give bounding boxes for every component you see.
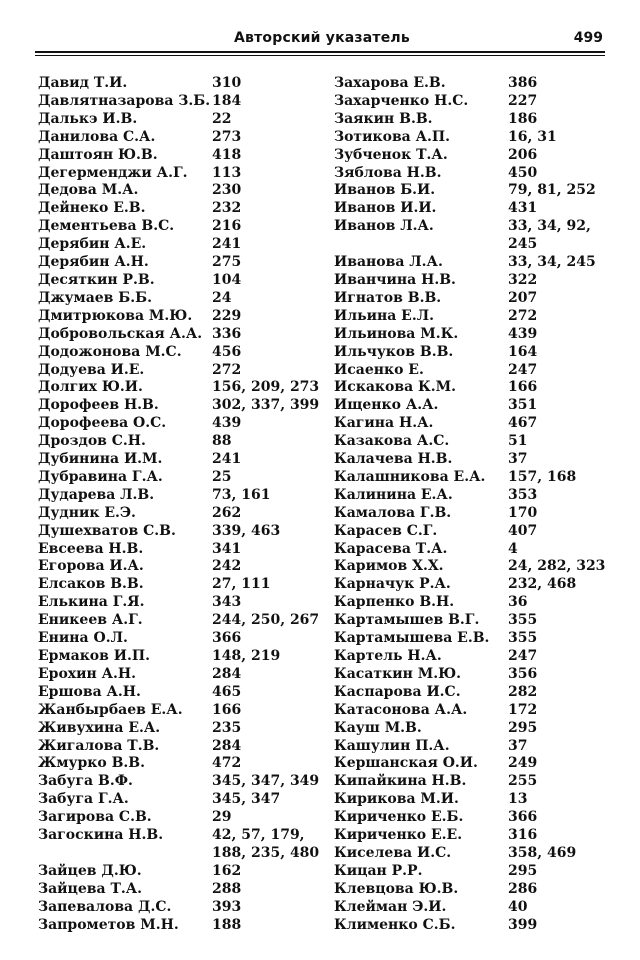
author-name: Карпенко В.Н. [334, 594, 455, 611]
page-references: 73, 161 [212, 486, 271, 503]
author-name: Еникеев А.Г. [38, 612, 143, 629]
author-name: Захарченко Н.С. [334, 92, 469, 109]
index-entry [334, 863, 624, 881]
index-entry [334, 505, 624, 523]
page-references: 465 [212, 683, 242, 700]
author-name: Дударева Л.В. [38, 486, 155, 503]
index-column-right [334, 75, 624, 935]
index-entry [334, 451, 624, 469]
page-references: 104 [212, 271, 242, 288]
index-entry [38, 881, 328, 899]
index-entry [38, 451, 328, 469]
author-name: Елсаков В.В. [38, 576, 144, 593]
index-entry [38, 594, 328, 612]
index-entry [38, 917, 328, 935]
index-entry [334, 182, 624, 200]
author-name: Касаткин М.Ю. [334, 665, 461, 682]
index-entry [334, 576, 624, 594]
index-entry [38, 630, 328, 648]
index-entry [334, 75, 624, 93]
page-references: 244, 250, 267 [212, 612, 320, 629]
page-references: 16, 31 [508, 128, 557, 145]
index-entry [38, 863, 328, 881]
page-references: 439 [212, 415, 242, 432]
author-name: Ильинова М.К. [334, 325, 459, 342]
page-references: 241 [212, 236, 242, 253]
author-name: Жанбырбаев Е.А. [38, 701, 183, 718]
page-references: 25 [212, 468, 232, 485]
page-references: 166 [508, 379, 538, 396]
index-entry [38, 558, 328, 576]
index-entry [38, 397, 328, 415]
author-name: Иванов И.И. [334, 200, 437, 217]
page-references: 366 [508, 809, 538, 826]
page-references: 262 [212, 504, 242, 521]
index-entry [334, 809, 624, 827]
index-entry [38, 326, 328, 344]
author-name: Захарова Е.В. [334, 75, 446, 91]
page-references: 284 [212, 665, 242, 682]
author-name: Кашулин П.А. [334, 737, 450, 754]
index-entry [38, 111, 328, 129]
index-entry [38, 236, 328, 254]
page-references: 275 [212, 254, 242, 271]
index-entry [334, 487, 624, 505]
page-references: 24 [212, 289, 232, 306]
index-entry [334, 111, 624, 129]
index-entry [334, 218, 624, 254]
author-name: Исаенко Е. [334, 361, 424, 378]
header-rule-thin [35, 55, 605, 56]
page-references: 188 [212, 916, 242, 933]
index-entry [38, 344, 328, 362]
author-name: Джумаев Б.Б. [38, 289, 152, 306]
page-references: 399 [508, 916, 538, 933]
author-name: Кирикова М.И. [334, 791, 459, 808]
index-entry [334, 720, 624, 738]
author-name: Давид Т.И. [38, 75, 128, 91]
author-name: Карасев С.Г. [334, 522, 438, 539]
page-references: 272 [508, 307, 538, 324]
page-references: 249 [508, 755, 538, 772]
index-entry [38, 254, 328, 272]
page-references: 186 [508, 110, 538, 127]
index-entry [334, 326, 624, 344]
index-entry [334, 612, 624, 630]
page-references: 172 [508, 701, 538, 718]
author-name: Далькэ И.В. [38, 110, 138, 127]
author-name: Иванова Л.А. [334, 254, 443, 271]
index-entry [334, 827, 624, 845]
author-name: Зяблова Н.В. [334, 164, 442, 181]
index-entry [38, 147, 328, 165]
author-name: Зубченок Т.А. [334, 146, 448, 163]
author-name: Казакова А.С. [334, 433, 450, 450]
author-name: Катасонова А.А. [334, 701, 468, 718]
author-name: Калашникова Е.А. [334, 468, 486, 485]
author-name: Добровольская А.А. [38, 325, 203, 342]
author-name: Карначук Р.А. [334, 576, 451, 593]
index-entry [38, 791, 328, 809]
page-references: 351 [508, 397, 538, 414]
author-name: Кауш М.В. [334, 719, 422, 736]
page-references: 206 [508, 146, 538, 163]
page-references: 355 [508, 630, 538, 647]
author-name: Киселева И.С. [334, 844, 452, 861]
author-name: Искакова К.М. [334, 379, 457, 396]
index-entry [38, 182, 328, 200]
page-references: 439 [508, 325, 538, 342]
index-entry [334, 845, 624, 863]
page-references: 247 [508, 361, 538, 378]
page-references: 232, 468 [508, 576, 577, 593]
page-references: 166 [212, 701, 242, 718]
author-name: Елькина Г.Я. [38, 594, 145, 611]
page-references: 431 [508, 200, 538, 217]
page-references: 450 [508, 164, 538, 181]
index-entry [334, 397, 624, 415]
page-references: 164 [508, 343, 538, 360]
author-name: Кипайкина Н.В. [334, 773, 467, 790]
page-references: 302, 337, 399 [212, 397, 320, 414]
page-references: 295 [508, 719, 538, 736]
author-name: Дерябин А.Е. [38, 236, 147, 253]
page-references: 295 [508, 862, 538, 879]
page-references: 13 [508, 791, 528, 808]
author-name: Додожонова М.С. [38, 343, 182, 360]
author-name: Душехватов С.В. [38, 522, 176, 539]
author-name: Кицан Р.Р. [334, 862, 423, 879]
page-references: 4 [508, 540, 518, 557]
author-name: Дубравина Г.А. [38, 468, 163, 485]
index-entry [38, 218, 328, 236]
index-entry [334, 630, 624, 648]
page-references: 88 [212, 433, 232, 450]
index-entry [334, 684, 624, 702]
page-references: 227 [508, 92, 538, 109]
index-entry [38, 487, 328, 505]
index-entry [334, 433, 624, 451]
index-entry [38, 899, 328, 917]
author-name: Загоскина Н.В. [38, 827, 164, 844]
author-name: Давлятназарова З.Б. [38, 92, 211, 109]
index-entry [334, 129, 624, 147]
page-references: 339, 463 [212, 522, 281, 539]
author-name: Каримов Х.Х. [334, 558, 444, 575]
index-entry [38, 702, 328, 720]
page-references: 230 [212, 182, 242, 199]
author-name: Забуга В.Ф. [38, 773, 133, 790]
index-entry [38, 272, 328, 290]
index-entry [38, 666, 328, 684]
index-entry [334, 541, 624, 559]
page-references: 356 [508, 665, 538, 682]
index-entry [334, 308, 624, 326]
author-name: Дроздов С.Н. [38, 433, 146, 450]
index-entry [38, 738, 328, 756]
page-references: 22 [212, 110, 232, 127]
index-entry [334, 379, 624, 397]
author-name: Загирова С.В. [38, 809, 152, 826]
author-name: Зайцева Т.А. [38, 880, 143, 897]
author-name: Ильина Е.Л. [334, 307, 434, 324]
index-entry [334, 254, 624, 272]
author-name: Енина О.Л. [38, 630, 128, 647]
index-entry [334, 147, 624, 165]
author-name: Ищенко А.А. [334, 397, 439, 414]
author-name: Дудник Е.Э. [38, 504, 136, 521]
index-entry [334, 881, 624, 899]
author-name: Дерябин А.Н. [38, 254, 149, 271]
page-references: 37 [508, 737, 528, 754]
page-references: 162 [212, 862, 242, 879]
author-name: Запрометов М.Н. [38, 916, 179, 933]
author-name: Калачева Н.В. [334, 451, 453, 468]
index-entry [38, 93, 328, 111]
index-entry [334, 791, 624, 809]
index-entry [334, 773, 624, 791]
author-name: Иванов Л.А. [334, 218, 434, 235]
index-entry [38, 505, 328, 523]
page-references: 345, 347 [212, 791, 281, 808]
page-references: 322 [508, 271, 538, 288]
author-name: Клейман Э.И. [334, 898, 447, 915]
index-entry [38, 362, 328, 380]
page-references: 282 [508, 683, 538, 700]
author-name: Камалова Г.В. [334, 504, 452, 521]
index-entry [38, 648, 328, 666]
page-references: 472 [212, 755, 242, 772]
author-name: Зайцев Д.Ю. [38, 862, 142, 879]
page-references: 42, 57, 179, 188, 235, 480 [212, 827, 320, 861]
index-entry [38, 684, 328, 702]
author-name: Данилова С.А. [38, 128, 156, 145]
index-entry [334, 272, 624, 290]
page-references: 355 [508, 612, 538, 629]
page-references: 336 [212, 325, 242, 342]
page-number: 499 [573, 30, 603, 46]
author-name: Ермаков И.П. [38, 648, 150, 664]
author-name: Дегерменджи А.Г. [38, 164, 188, 181]
index-entry [334, 738, 624, 756]
author-name: Ильчуков В.В. [334, 343, 454, 360]
author-name: Дорофеев Н.В. [38, 397, 159, 414]
index-entry [38, 415, 328, 433]
index-entry [334, 165, 624, 183]
index-entry [334, 702, 624, 720]
page-references: 207 [508, 289, 538, 306]
page-references: 24, 282, 323 [508, 558, 606, 575]
index-column-left [38, 75, 328, 935]
page-references: 467 [508, 415, 538, 432]
author-name: Десяткин Р.В. [38, 271, 155, 288]
page-references: 310 [212, 75, 242, 91]
page-references: 316 [508, 827, 538, 844]
index-entry [334, 362, 624, 380]
page-references: 353 [508, 486, 538, 503]
author-name: Запевалова Д.С. [38, 898, 172, 915]
author-name: Живухина Е.А. [38, 719, 161, 736]
author-name: Картель Н.А. [334, 648, 442, 664]
page-references: 286 [508, 880, 538, 897]
page-references: 37 [508, 451, 528, 468]
author-name: Карасева Т.А. [334, 540, 448, 557]
page-references: 33, 34, 245 [508, 254, 596, 271]
index-entry [38, 379, 328, 397]
author-name: Дмитрюкова М.Ю. [38, 307, 193, 324]
page-references: 235 [212, 719, 242, 736]
page-references: 184 [212, 92, 242, 109]
author-name: Жмурко В.В. [38, 755, 146, 772]
page-references: 33, 34, 92, 245 [508, 218, 591, 253]
author-name: Кириченко Е.Е. [334, 827, 463, 844]
page-references: 242 [212, 558, 242, 575]
index-entry [38, 75, 328, 93]
index-entry [38, 827, 328, 863]
author-name: Ершова А.Н. [38, 683, 141, 700]
index-entry [334, 755, 624, 773]
index-entry [38, 200, 328, 218]
index-entry [38, 809, 328, 827]
index-entry [38, 469, 328, 487]
index-entry [334, 523, 624, 541]
index-entry [334, 594, 624, 612]
author-name: Долгих Ю.И. [38, 379, 143, 396]
page-references: 148, 219 [212, 648, 281, 664]
page-references: 157, 168 [508, 468, 577, 485]
page-references: 51 [508, 433, 528, 450]
page-references: 241 [212, 451, 242, 468]
page-references: 27, 111 [212, 576, 271, 593]
author-name: Каспарова И.С. [334, 683, 461, 700]
page-references: 284 [212, 737, 242, 754]
index-entry [38, 433, 328, 451]
page-references: 366 [212, 630, 242, 647]
index-entry [334, 917, 624, 935]
index-entry [38, 308, 328, 326]
author-name: Игнатов В.В. [334, 289, 442, 306]
page-references: 79, 81, 252 [508, 182, 596, 199]
author-name: Клименко С.Б. [334, 916, 456, 933]
page-references: 216 [212, 218, 242, 235]
author-name: Зотикова А.П. [334, 128, 450, 145]
index-entry [334, 415, 624, 433]
index-entry [334, 290, 624, 308]
index-entry [38, 523, 328, 541]
author-name: Даштоян Ю.В. [38, 146, 158, 163]
index-entry [334, 666, 624, 684]
author-name: Евсеева Н.В. [38, 540, 144, 557]
index-entry [334, 200, 624, 218]
author-name: Иванчина Н.В. [334, 271, 456, 288]
index-entry [334, 93, 624, 111]
author-name: Ерохин А.Н. [38, 665, 137, 682]
author-name: Кагина Н.А. [334, 415, 434, 432]
author-name: Кириченко Е.Б. [334, 809, 464, 826]
author-name: Жигалова Т.В. [38, 737, 160, 754]
author-name: Дедова М.А. [38, 182, 139, 199]
page-references: 272 [212, 361, 242, 378]
page-references: 343 [212, 594, 242, 611]
page-references: 113 [212, 164, 242, 181]
author-name: Калинина Е.А. [334, 486, 453, 503]
page-references: 345, 347, 349 [212, 773, 320, 790]
author-name: Дорофеева О.С. [38, 415, 167, 432]
index-entry [334, 648, 624, 666]
index-entry [38, 290, 328, 308]
author-name: Заякин В.В. [334, 110, 433, 127]
index-entry [334, 469, 624, 487]
index-entry [38, 755, 328, 773]
author-name: Клевцова Ю.В. [334, 880, 459, 897]
author-name: Дейнеко Е.В. [38, 200, 146, 217]
running-title: Авторский указатель [234, 30, 410, 46]
author-name: Егорова И.А. [38, 558, 144, 575]
page-references: 288 [212, 880, 242, 897]
index-entry [38, 129, 328, 147]
index-entry [38, 165, 328, 183]
page-references: 255 [508, 773, 538, 790]
page-references: 229 [212, 307, 242, 324]
page-references: 456 [212, 343, 242, 360]
author-name: Додуева И.Е. [38, 361, 145, 378]
page-references: 407 [508, 522, 538, 539]
page-references: 418 [212, 146, 242, 163]
page-references: 273 [212, 128, 242, 145]
index-entry [334, 558, 624, 576]
page-references: 36 [508, 594, 528, 611]
index-entry [38, 612, 328, 630]
author-name: Забуга Г.А. [38, 791, 129, 808]
index-entry [38, 720, 328, 738]
index-entry [334, 344, 624, 362]
header-rule-thick [35, 51, 605, 53]
author-name: Дубинина И.М. [38, 451, 163, 468]
index-entry [38, 773, 328, 791]
page-references: 358, 469 [508, 844, 577, 861]
page-references: 232 [212, 200, 242, 217]
author-name: Картамышева Е.В. [334, 630, 490, 647]
page-references: 247 [508, 648, 538, 664]
author-name: Кершанская О.И. [334, 755, 478, 772]
index-entry [334, 899, 624, 917]
page-references: 386 [508, 75, 538, 91]
author-name: Картамышев В.Г. [334, 612, 480, 629]
page-references: 40 [508, 898, 528, 915]
index-entry [38, 576, 328, 594]
author-name: Иванов Б.И. [334, 182, 436, 199]
page-references: 341 [212, 540, 242, 557]
index-entry [38, 541, 328, 559]
author-name: Дементьева В.С. [38, 218, 175, 235]
page-references: 29 [212, 809, 232, 826]
page-references: 393 [212, 898, 242, 915]
page-references: 156, 209, 273 [212, 379, 320, 396]
page-references: 170 [508, 504, 538, 521]
